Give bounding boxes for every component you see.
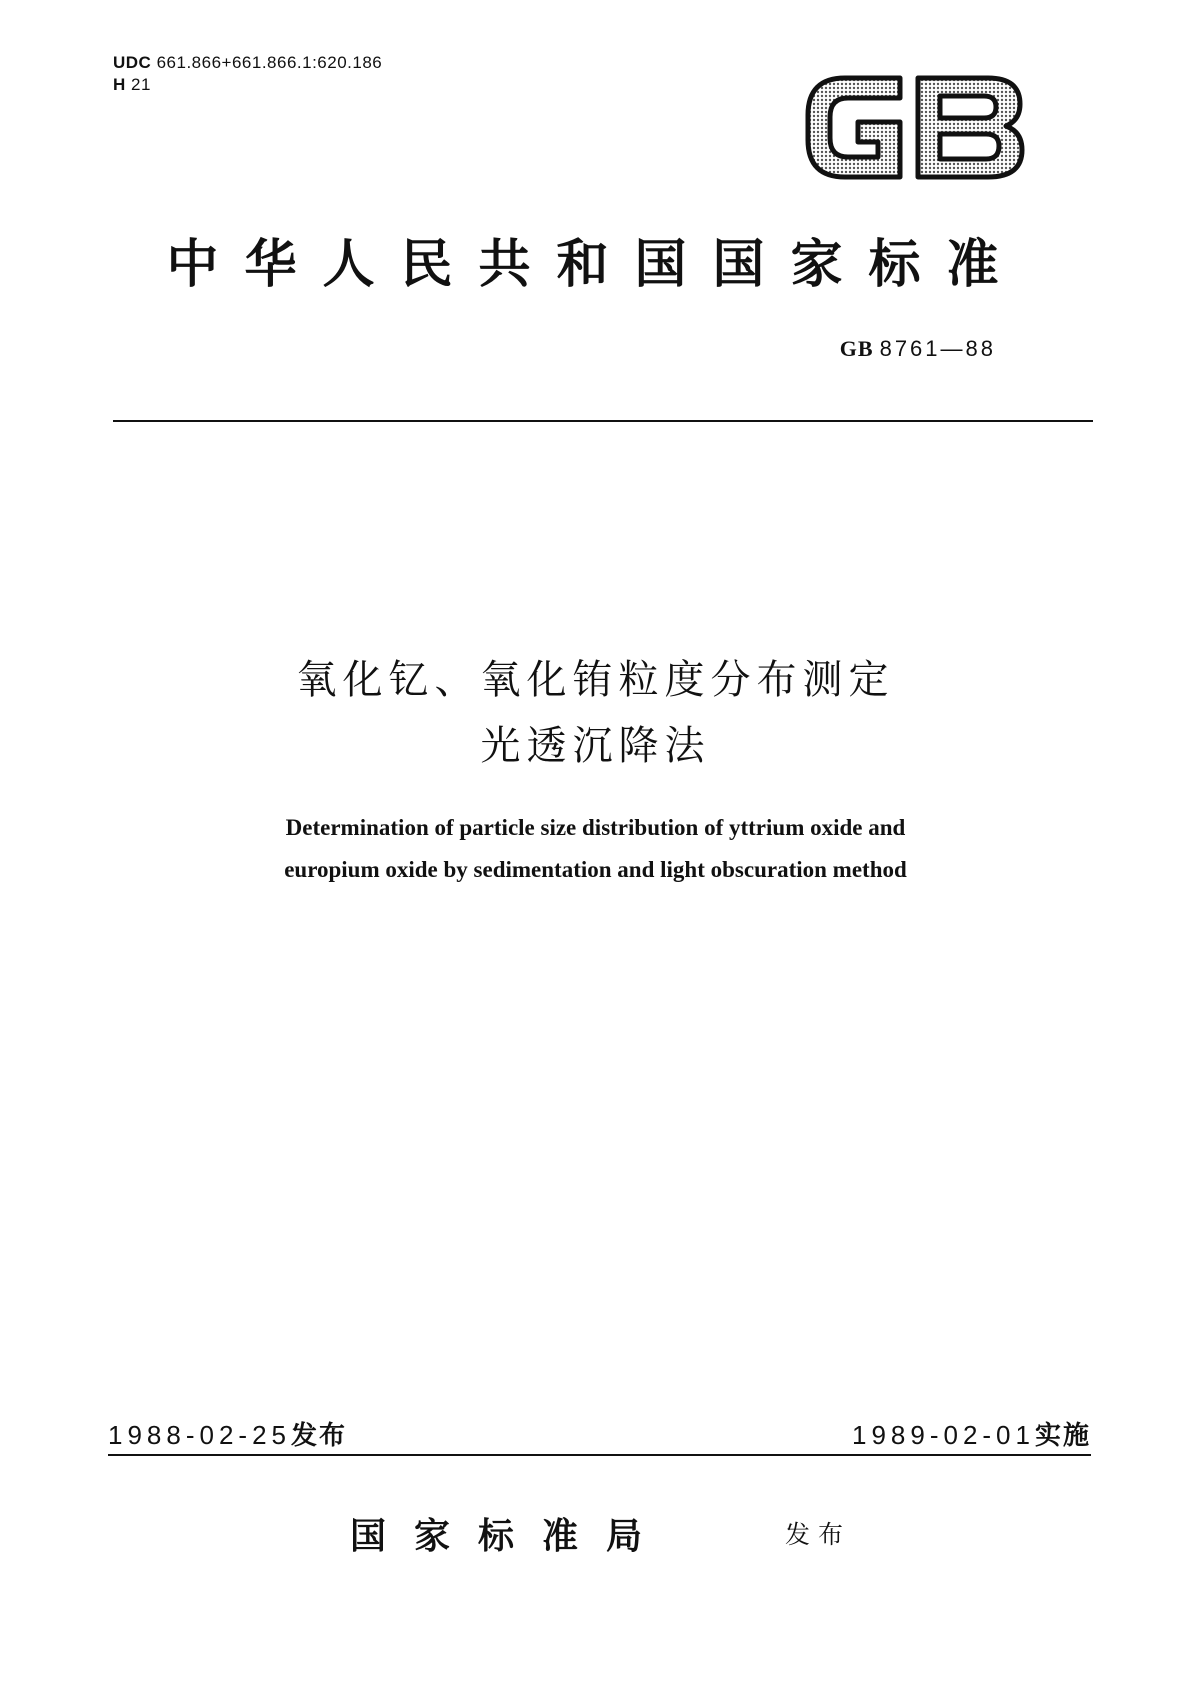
udc-label: UDC bbox=[113, 53, 152, 72]
en-title-line1: Determination of particle size distribution of yttrium oxide and bbox=[285, 815, 906, 840]
en-title-line2: europium oxide by sedimentation and light obscuration method bbox=[284, 857, 907, 882]
cn-title-line1: 氧化钇、氧化铕粒度分布测定 bbox=[296, 657, 895, 703]
bottom-divider bbox=[108, 1454, 1091, 1456]
cn-title-line2: 光透沉降法 bbox=[480, 723, 711, 769]
class-line bbox=[113, 74, 382, 96]
gb-logo-icon bbox=[800, 70, 1030, 185]
effective-date: 1989-02-01 bbox=[851, 1420, 1035, 1450]
effective-label: 实施 bbox=[1034, 1421, 1091, 1451]
class-value: 21 bbox=[131, 75, 151, 94]
udc-block bbox=[113, 52, 382, 96]
issue-date-block bbox=[108, 1415, 347, 1452]
publisher-name: 国家标准局 bbox=[350, 1515, 671, 1557]
standard-title: 中华人民共和国国家标准 bbox=[166, 234, 1025, 295]
class-label: H bbox=[113, 75, 126, 94]
top-divider bbox=[113, 420, 1093, 422]
udc-value: 661.866+661.866.1:620.186 bbox=[156, 53, 383, 72]
issue-label: 发布 bbox=[291, 1421, 348, 1451]
issue-date: 1988-02-25 bbox=[108, 1420, 291, 1450]
standard-number-value: 8761—88 bbox=[879, 336, 996, 361]
standard-number-prefix: GB bbox=[839, 336, 874, 361]
effective-date-block bbox=[852, 1415, 1091, 1452]
publisher-action: 发布 bbox=[785, 1520, 852, 1549]
standard-number bbox=[840, 336, 996, 362]
udc-line bbox=[113, 52, 382, 74]
